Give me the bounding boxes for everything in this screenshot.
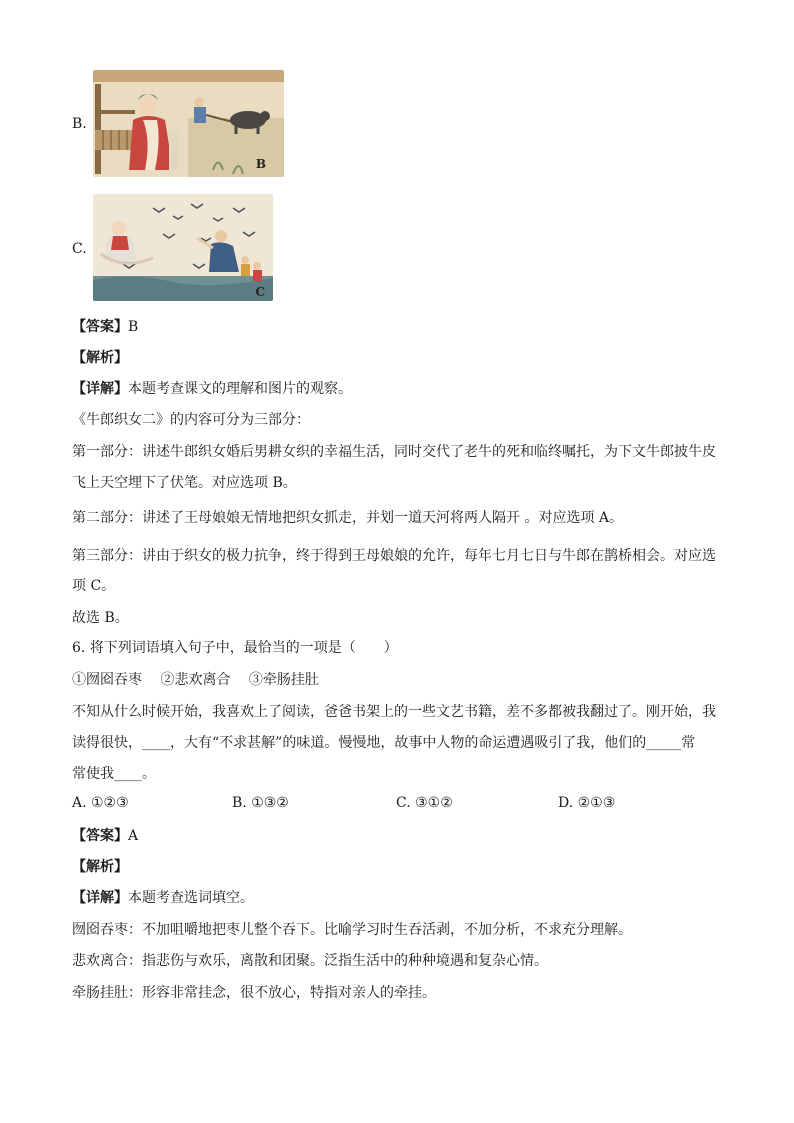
- q5-part1-line1: 第一部分：讲述牛郎织女婚后男耕女织的幸福生活，同时交代了老牛的死和临终嘱托，为下文牛郎披牛皮: [72, 444, 716, 460]
- q5-answer-line: [72, 317, 138, 337]
- q5-analysis-tag: 【解析】: [72, 350, 128, 366]
- q6-detail-text: 本题考查选词填空。: [128, 890, 254, 906]
- q5-detail-tag: 【详解】: [72, 381, 128, 397]
- q5-detail-text: 本题考查课文的理解和图片的观察。: [128, 381, 352, 397]
- q6-choices: [72, 795, 732, 815]
- q5-part3-line1: 第三部分：讲由于织女的极力抗争，终于得到王母娘娘的允许，每年七月七日与牛郎在鹊桥相会。对应选: [72, 548, 716, 564]
- q6-passage-line3: 常使我____。: [72, 766, 156, 782]
- option-b-illustration: [93, 70, 284, 177]
- q5-answer-value: B: [128, 319, 139, 335]
- q6-detail-line: [72, 888, 254, 908]
- q6-definition-1: 囫囵吞枣：不加咀嚼地把枣儿整个吞下。比喻学习时生吞活剥，不加分析，不求充分理解。: [72, 922, 632, 938]
- option-c-label: C.: [72, 241, 87, 257]
- magpie-bridge-painting: [93, 194, 273, 301]
- q5-detail-line: [72, 379, 352, 399]
- option-b-label: B.: [72, 116, 87, 132]
- q5-conclusion: 故选 B。: [72, 610, 129, 626]
- q6-passage-line1: 不知从什么时候开始，我喜欢上了阅读，爸爸书架上的一些文艺书籍，差不多都被我翻过了。刚开始，我: [72, 704, 716, 720]
- q6-word-list: ①囫囵吞枣 ②悲欢离合 ③牵肠挂肚: [72, 672, 319, 688]
- q6-choice-d[interactable]: D. ②①③: [558, 795, 616, 811]
- q6-definition-2: 悲欢离合：指悲伤与欢乐，离散和团聚。泛指生活中的种种境遇和复杂心情。: [72, 953, 548, 969]
- q6-answer-tag: 【答案】: [72, 828, 128, 844]
- q5-intro: 《牛郎织女二》的内容可分为三部分：: [72, 412, 310, 428]
- option-c-corner-letter: C: [255, 285, 265, 299]
- q5-part2: 第二部分：讲述了王母娘娘无情地把织女抓走，并划一道天河将两人隔开 。对应选项 A。: [72, 510, 624, 526]
- q6-analysis-line: [72, 857, 128, 877]
- q5-part3-line2: 项 C。: [72, 578, 116, 594]
- q6-choice-a[interactable]: A. ①②③: [72, 795, 129, 811]
- q6-definition-3: 牵肠挂肚：形容非常挂念，很不放心，特指对亲人的牵挂。: [72, 985, 436, 1001]
- q5-part1-line2: 飞上天空埋下了伏笔。对应选项 B。: [72, 475, 297, 491]
- option-b-corner-letter: B: [255, 157, 266, 171]
- q6-answer-line: [72, 826, 138, 846]
- q6-choice-b[interactable]: B. ①③②: [232, 795, 289, 811]
- q5-answer-tag: 【答案】: [72, 319, 128, 335]
- q6-stem: 6. 将下列词语填入句子中，最恰当的一项是（ ）: [72, 640, 398, 656]
- q5-analysis-line: [72, 348, 128, 368]
- q6-choice-c[interactable]: C. ③①②: [396, 795, 453, 811]
- q6-answer-value: A: [128, 828, 139, 844]
- q6-detail-tag: 【详解】: [72, 890, 128, 906]
- q6-analysis-tag: 【解析】: [72, 859, 128, 875]
- q6-passage-line2: 读得很快，____，大有“不求甚解”的味道。慢慢地，故事中人物的命运遭遇吸引了我，他们的_____常: [72, 735, 696, 751]
- option-c-illustration: [93, 194, 273, 301]
